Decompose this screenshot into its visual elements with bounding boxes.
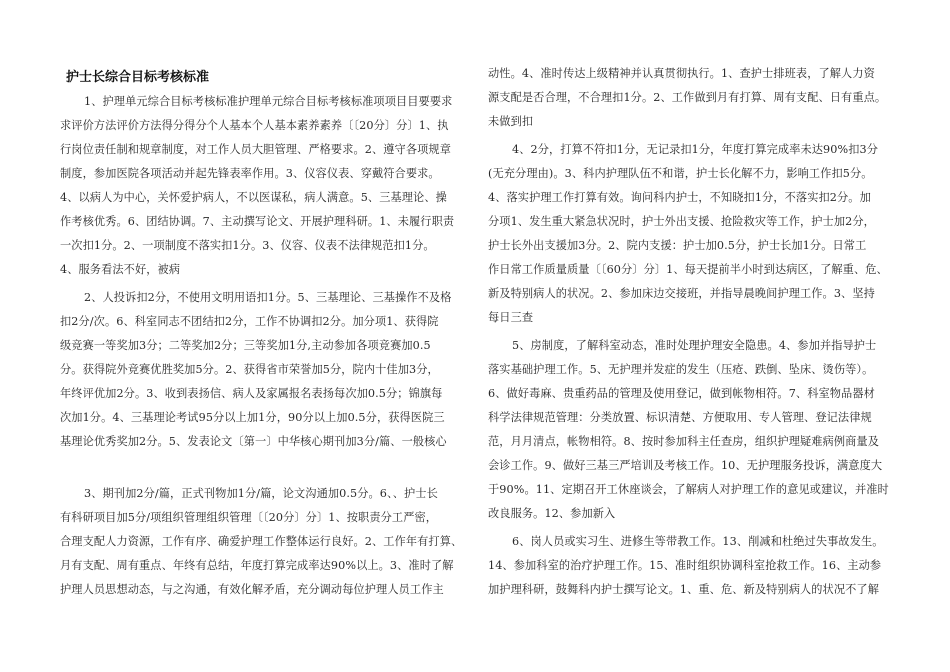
text-line: 改良服务。12、参加新入 bbox=[488, 507, 616, 520]
text-line: 次加1分。4、三基理论考试95分以上加1分，90分以上加0.5分，获得医院三 bbox=[60, 411, 445, 424]
text-line: 级竞赛一等奖加3分；二等奖加2分；三等奖加1分,主动参加各项竞赛加0.5 bbox=[60, 339, 431, 352]
text-line: 会诊工作。9、做好三基三严培训及考核工作。10、无护理服务投诉，满意度大 bbox=[488, 459, 883, 472]
text-line: 每日三查 bbox=[488, 311, 534, 324]
text-line: 有科研项目加5分/项组织管理组织管理〔〔20分〕分〕1、按职责分工严密， bbox=[60, 511, 438, 524]
text-line: 制度，参加医院各项活动并起先锋表率作用。3、仪容仪表、穿戴符合要求。 bbox=[60, 167, 440, 180]
text-line: 分项1、发生重大紧急状况时，护士外出支援、抢险救灾等工作，护士加2分， bbox=[488, 215, 875, 228]
text-line: 加护理科研，鼓舞科内护士撰写论文。1、重、危、新及特别病人的状况不了解 bbox=[488, 583, 879, 596]
text-line: 4、落实护理工作打算有效。询问科内护士，不知晓扣1分，不落实扣2分。加 bbox=[488, 191, 871, 204]
text-line: 未做到扣 bbox=[488, 115, 534, 128]
text-line: 行岗位责任制和规章制度，对工作人员大胆管理、严格要求。2、遵守各项规章 bbox=[60, 143, 451, 156]
text-line: 新及特别病人的状况。2、参加床边交接班，并指导晨晚间护理工作。3、坚持 bbox=[488, 287, 875, 300]
text-line: 求评价方法评价方法得分得分个人基本个人基本素养素养〔〔20分〕分〕1、执 bbox=[60, 119, 449, 132]
text-line: 范，月月清点，帐物相符。8、按时参加科主任查房，组织护理疑难病例商量及 bbox=[488, 435, 879, 448]
text-line: 4、以病人为中心，关怀爱护病人，不以医谋私，病人满意。5、三基理论、操 bbox=[60, 191, 447, 204]
text-line: 4、服务看法不好，被病 bbox=[60, 263, 181, 276]
text-line: 作日常工作质量质量〔〔60分〕分〕1、每天提前半小时到达病区，了解重、危、 bbox=[488, 263, 888, 276]
text-line: 合理支配人力资源，工作有序、确爱护理工作整体运行良好。2、工作年有打算、 bbox=[60, 535, 463, 548]
text-line: 护理人员思想动态，与之沟通，有效化解矛盾，充分调动每位护理人员工作主 bbox=[60, 583, 444, 596]
text-line: 一次扣1分。2、一项制度不落实扣1分。3、仪容、仪表不法律规范扣1分。 bbox=[60, 239, 435, 252]
text-line: 扣2分/次。6、科室同志不团结扣2分，工作不协调扣2分。加分项1、获得院 bbox=[60, 315, 439, 328]
text-line: 基理论优秀奖加2分。5、发表论文〔第一〕中华核心期刊加3分/篇、一般核心 bbox=[60, 435, 447, 448]
text-line: 于90%。11、定期召开工休座谈会，了解病人对护理工作的意见或建议，并准时 bbox=[488, 483, 889, 496]
text-line: 年终评优加2分。3、收到表扬信、病人及家属报名表扬每次加0.5分；锦旗每 bbox=[60, 387, 443, 400]
text-line: 6、做好毒麻、贵重药品的管理及使用登记，做到帐物相符。7、科室物品器材 bbox=[488, 387, 875, 400]
text-line: 科学法律规范管理：分类放置、标识清楚、方便取用、专人管理、登记法律规 bbox=[488, 411, 872, 424]
text-line: 3、期刊加2分/篇，正式刊物加1分/篇，论文沟通加0.5分。6、、护士长 bbox=[84, 487, 438, 500]
text-line: 源支配是否合理，不合理扣1分。2、工作做到月有打算、周有支配、日有重点。 bbox=[488, 91, 887, 104]
text-line: 月有支配、周有重点、年终有总结，年度打算完成率达90%以上。3、准时了解 bbox=[60, 559, 454, 572]
text-line: 2、人投诉扣2分，不使用文明用语扣1分。5、三基理论、三基操作不及格 bbox=[84, 291, 452, 304]
text-line: 落实基础护理工作。5、无护理并发症的发生（压疮、跌倒、坠床、烫伤等）。 bbox=[488, 363, 874, 376]
text-line: 6、岗人员或实习生、进修生等带教工作。13、削减和杜绝过失事故发生。 bbox=[512, 535, 884, 548]
text-line: 动性。4、准时传达上级精神并认真贯彻执行。1、查护士排班表，了解人力资 bbox=[488, 67, 875, 80]
text-line: 5、房制度，了解科室动态，准时处理护理安全隐患。4、参加并指导护士 bbox=[512, 339, 877, 352]
text-line: 4、2分，打算不符扣1分，无记录扣1分，年度打算完成率未达90%扣3分 bbox=[512, 143, 879, 156]
text-line: 护士长外出支援加3分。2、院内支援：护士加0.5分，护士长加1分。日常工 bbox=[488, 239, 867, 252]
text-line: 14、参加科室的治疗护理工作。15、准时组织协调科室抢救工作。16、主动参 bbox=[488, 559, 882, 572]
text-line: (无充分理由)。3、科内护理队伍不和谐，护士长化解不力，影响工作扣5分。 bbox=[488, 167, 873, 180]
text-line: 1、护理单元综合目标考核标准护理单元综合目标考核标准项项目目要要求 bbox=[84, 95, 453, 108]
text-line: 作考核优秀。6、团结协调。7、主动撰写论文、开展护理科研。1、未履行职责 bbox=[60, 215, 455, 228]
text-line: 分。获得院外竞赛优胜奖加5分。2、获得省市荣誉加5分，院内十佳加3分， bbox=[60, 363, 439, 376]
document-title: 护士长综合目标考核标准 bbox=[66, 70, 210, 85]
